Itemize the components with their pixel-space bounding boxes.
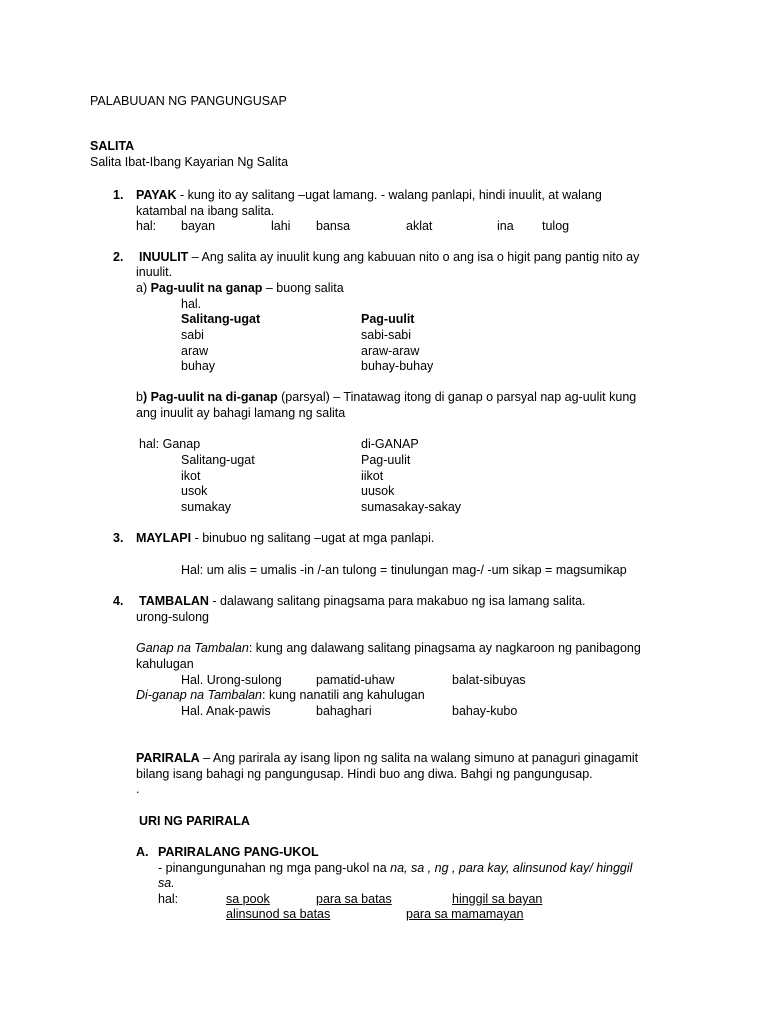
- item2-b-cell: Pag-uulit: [361, 453, 411, 467]
- item-number-3: 3.: [113, 531, 124, 545]
- item2-desc: – Ang salita ay inuulit kung ang kabuuan nito o ang isa o higit pang pantig nito ay: [188, 250, 640, 264]
- uri-a-desc-italic: na, sa , ng , para kay, alinsunod kay/ hinggil: [390, 861, 633, 875]
- item1-example: bansa: [316, 219, 351, 233]
- item2-b-term: ) Pag-uulit na di-ganap: [142, 390, 278, 404]
- section-subtitle-salita: Salita Ibat-Ibang Kayarian Ng Salita: [90, 155, 289, 169]
- item4-desc-line2: urong-sulong: [136, 610, 209, 624]
- item4-diganap-example: Hal. Anak-pawis: [181, 704, 271, 718]
- parirala-dot: .: [136, 782, 140, 796]
- item4-term: TAMBALAN: [139, 594, 209, 608]
- item2-a-cell: sabi: [181, 328, 204, 342]
- item3-line1: [136, 531, 434, 547]
- item2-a-rest: – buong salita: [262, 281, 344, 295]
- uri-example: para sa batas: [316, 892, 392, 906]
- uri-heading: URI NG PARIRALA: [139, 814, 250, 828]
- item2-a-col2-header: Pag-uulit: [361, 312, 415, 326]
- item-number-2: 2.: [113, 250, 124, 264]
- uri-a-desc-italic-line2: sa.: [158, 876, 175, 890]
- item2-a-term: Pag-uulit na ganap: [150, 281, 263, 295]
- item4-diganap-example: bahaghari: [316, 704, 372, 718]
- uri-example: sa pook: [226, 892, 270, 906]
- item2-desc-line2: inuulit.: [136, 265, 173, 279]
- item2-b-cell: sumasakay-sakay: [361, 500, 462, 514]
- item2-b-cell: sumakay: [181, 500, 232, 514]
- item2-a-prefix: a): [136, 281, 151, 295]
- item2-a-cell: araw: [181, 344, 209, 358]
- item3-term: MAYLAPI: [136, 531, 192, 545]
- item2-b-hal-right: di-GANAP: [361, 437, 419, 451]
- uri-hal: hal:: [158, 892, 179, 906]
- item2-a-cell: buhay-buhay: [361, 359, 434, 373]
- item4-ganap-line: [136, 641, 641, 657]
- uri-a-desc: [158, 861, 632, 877]
- uri-example: hinggil sa bayan: [452, 892, 543, 906]
- parirala-desc-line2: bilang isang bahagi ng pangungusap. Hindi buo ang diwa. Bahgi ng pangungusap.: [136, 767, 593, 781]
- parirala-term: PARIRALA: [136, 751, 200, 765]
- item2-b-cell: ikot: [181, 469, 201, 483]
- item4-desc: - dalawang salitang pinagsama para makabuo ng isa lamang salita.: [208, 594, 586, 608]
- item1-example: ina: [497, 219, 514, 233]
- section-heading-salita: SALITA: [90, 139, 135, 153]
- item2-b-line2: ang inuulit ay bahagi lamang ng salita: [136, 406, 346, 420]
- item2-a-col1-header: Salitang-ugat: [181, 312, 261, 326]
- item2-b-cell: iikot: [361, 469, 384, 483]
- item4-ganap-example: pamatid-uhaw: [316, 673, 395, 687]
- uri-a-number: A.: [136, 845, 149, 859]
- item2-b-cell: uusok: [361, 484, 395, 498]
- uri-a-term: PARIRALANG PANG-UKOL: [158, 845, 319, 859]
- item4-diganap-line: [136, 688, 425, 704]
- item4-ganap-desc-line2: kahulugan: [136, 657, 194, 671]
- item-number-1: 1.: [113, 188, 124, 202]
- parirala-desc: – Ang parirala ay isang lipon ng salita na walang simuno at panaguri ginagamit: [199, 751, 639, 765]
- item-number-4: 4.: [113, 594, 124, 608]
- item2-b-line: [136, 390, 636, 406]
- item3-hal: Hal: um alis = umalis -in /-an tulong = tinulungan mag-/ -um sikap = magsumikap: [181, 563, 627, 577]
- item1-example: tulog: [542, 219, 570, 233]
- item2-term: INUULIT: [139, 250, 189, 264]
- item4-line1: [139, 594, 586, 610]
- item2-a-cell: araw-araw: [361, 344, 420, 358]
- item4-ganap-label: Ganap na Tambalan: [136, 641, 249, 655]
- parirala-line1: [136, 751, 638, 767]
- item2-b-hal-left: hal: Ganap: [139, 437, 201, 451]
- item4-ganap-example: Hal. Urong-sulong: [181, 673, 282, 687]
- item2-a-cell: buhay: [181, 359, 216, 373]
- item2-b-prefix: b: [136, 390, 143, 404]
- item3-desc: - binubuo ng salitang –ugat at mga panlapi.: [191, 531, 435, 545]
- item1-desc: - kung ito ay salitang –ugat lamang. - walang panlapi, hindi inuulit, at walang: [176, 188, 602, 202]
- item1-term: PAYAK: [136, 188, 177, 202]
- uri-example: para sa mamamayan: [406, 907, 524, 921]
- item4-ganap-desc: : kung ang dalawang salitang pinagsama ay nagkaroon ng panibagong: [248, 641, 641, 655]
- item2-a-cell: sabi-sabi: [361, 328, 412, 342]
- item1-example: aklat: [406, 219, 433, 233]
- item2-b-cell: Salitang-ugat: [181, 453, 255, 467]
- uri-example: alinsunod sa batas: [226, 907, 331, 921]
- uri-a-desc-plain: - pinangungunahan ng mga pang-ukol na: [158, 861, 391, 875]
- item4-diganap-desc: : kung nanatili ang kahulugan: [262, 688, 425, 702]
- item2-line1: [139, 250, 639, 266]
- item2-a-line: [136, 281, 344, 297]
- item1-desc-line2: katambal na ibang salita.: [136, 204, 275, 218]
- item1-example: lahi: [271, 219, 291, 233]
- item1-example-hal: hal:: [136, 219, 157, 233]
- item2-b-cell: usok: [181, 484, 208, 498]
- item2-b-rest: (parsyal) – Tinatawag itong di ganap o parsyal nap ag-uulit kung: [277, 390, 637, 404]
- item2-a-hal: hal.: [181, 297, 202, 311]
- page-title: PALABUUAN NG PANGUNGUSAP: [90, 94, 287, 108]
- item4-diganap-example: bahay-kubo: [452, 704, 518, 718]
- item4-ganap-example: balat-sibuyas: [452, 673, 526, 687]
- item1-example: bayan: [181, 219, 216, 233]
- item1-line1: [136, 188, 602, 204]
- item4-diganap-label: Di-ganap na Tambalan: [136, 688, 263, 702]
